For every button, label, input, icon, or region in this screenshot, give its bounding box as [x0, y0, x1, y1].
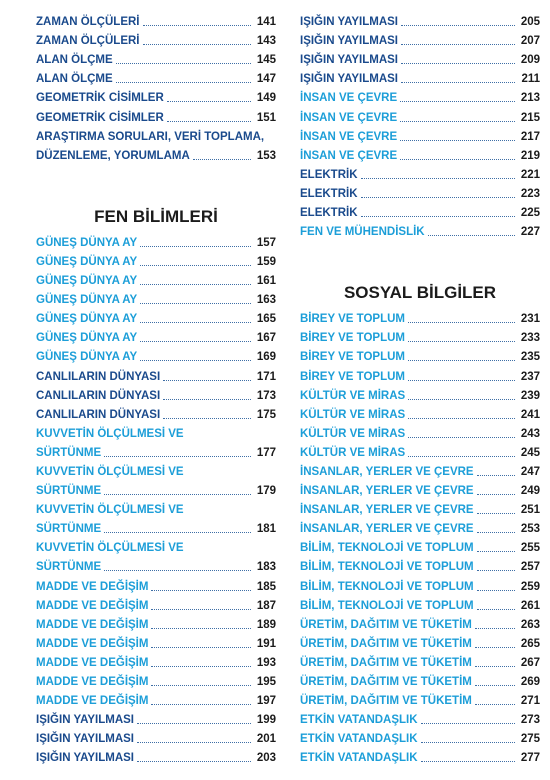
toc-entry-title: İNSAN VE ÇEVRE	[300, 92, 398, 105]
toc-page-number: 205	[520, 16, 540, 29]
dot-leader	[408, 456, 515, 457]
toc-entry-title: İNSANLAR, YERLER VE ÇEVRE	[300, 504, 474, 517]
toc-entry-title: MADDE VE DEĞİŞİM	[36, 656, 149, 669]
dot-leader	[140, 341, 251, 342]
toc-page-number: 273	[520, 714, 540, 727]
dot-leader	[140, 303, 251, 304]
toc-entry[interactable]	[36, 345, 276, 364]
toc-page-number: 261	[520, 599, 540, 612]
toc-page-number: 193	[256, 656, 276, 669]
fen-entries	[36, 231, 276, 766]
toc-entry[interactable]	[36, 105, 276, 124]
dot-leader	[421, 761, 515, 762]
toc-entry-title: ELEKTRİK	[300, 168, 358, 181]
toc-page-number: 249	[520, 485, 540, 498]
toc-entry-title: ÜRETİM, DAĞITIM VE TÜKETİM	[300, 618, 472, 631]
dot-leader	[401, 63, 515, 64]
dot-leader	[477, 494, 515, 495]
toc-page-number: 181	[256, 523, 276, 536]
toc-entry-title: GÜNEŞ DÜNYA AY	[36, 313, 138, 326]
toc-entry[interactable]	[300, 727, 540, 746]
toc-entry[interactable]	[300, 67, 540, 86]
toc-entry-title: IŞIĞIN YAYILMASI	[36, 733, 134, 746]
toc-entry[interactable]	[300, 536, 540, 555]
toc-page-number: 253	[520, 523, 540, 536]
toc-page-number: 219	[520, 149, 540, 162]
toc-entry[interactable]	[36, 231, 276, 250]
dot-leader	[401, 82, 515, 83]
toc-entry[interactable]	[36, 594, 276, 613]
toc-entry-title: MADDE VE DEĞİŞİM	[36, 695, 149, 708]
toc-entry[interactable]	[300, 29, 540, 48]
toc-entry[interactable]	[300, 144, 540, 163]
toc-entry-title: BİLİM, TEKNOLOJİ VE TOPLUM	[300, 542, 474, 555]
toc-entry[interactable]	[36, 403, 276, 422]
dot-leader	[475, 628, 515, 629]
toc-entry-title: GEOMETRİK CİSİMLER	[36, 92, 164, 105]
toc-entry[interactable]	[300, 498, 540, 517]
toc-entry[interactable]	[36, 125, 276, 163]
fen-entries-continued	[300, 10, 540, 239]
toc-page-number: 211	[521, 73, 540, 86]
toc-page-number: 159	[256, 255, 276, 268]
toc-page-number: 149	[256, 92, 276, 105]
toc-page-number: 275	[520, 733, 540, 746]
toc-entry[interactable]	[300, 632, 540, 651]
toc-entry[interactable]	[36, 326, 276, 345]
toc-entry-title-line1: KUVVETİN ÖLÇÜLMESİ VE	[36, 427, 184, 440]
toc-entry[interactable]	[36, 670, 276, 689]
toc-entry-title-line1: KUVVETİN ÖLÇÜLMESİ VE	[36, 465, 184, 478]
section-title-sosyal: SOSYAL BİLGİLER	[343, 283, 497, 303]
toc-entry[interactable]	[300, 48, 540, 67]
toc-entry[interactable]	[36, 460, 276, 498]
toc-entry[interactable]	[300, 307, 540, 326]
dot-leader	[167, 101, 251, 102]
toc-entry[interactable]	[300, 105, 540, 124]
toc-entry[interactable]	[36, 364, 276, 383]
section-gap	[36, 163, 276, 196]
toc-entry[interactable]	[36, 10, 276, 29]
toc-entry[interactable]	[300, 746, 540, 765]
toc-entry[interactable]	[36, 422, 276, 460]
toc-entry-title: IŞIĞIN YAYILMASI	[300, 54, 398, 67]
toc-entry-title: ÜRETİM, DAĞITIM VE TÜKETİM	[300, 656, 472, 669]
toc-entry-title: İNSANLAR, YERLER VE ÇEVRE	[300, 465, 474, 478]
toc-page-number: 227	[520, 226, 540, 239]
toc-entry-title: MADDE VE DEĞİŞİM	[36, 599, 149, 612]
toc-page-number: 185	[256, 580, 276, 593]
sosyal-entries	[300, 307, 540, 765]
toc-entry[interactable]	[300, 460, 540, 479]
toc-entry-title: KÜLTÜR VE MİRAS	[300, 408, 406, 421]
toc-page-number: 215	[520, 111, 540, 124]
dot-leader	[400, 159, 515, 160]
toc-entry[interactable]	[300, 163, 540, 182]
toc-entry[interactable]	[36, 29, 276, 48]
toc-entry-title: İNSANLAR, YERLER VE ÇEVRE	[300, 523, 474, 536]
dot-leader	[400, 140, 515, 141]
toc-entry-title: ÜRETİM, DAĞITIM VE TÜKETİM	[300, 695, 472, 708]
toc-entry[interactable]	[300, 384, 540, 403]
toc-entry-title: CANLILARIN DÜNYASI	[36, 389, 161, 402]
toc-entry-title-line2: DÜZENLEME, YORUMLAMA	[36, 149, 190, 162]
toc-page-number: 161	[256, 275, 276, 288]
toc-page-number: 175	[256, 408, 276, 421]
toc-page-number: 237	[520, 370, 540, 383]
toc-entry-title: KÜLTÜR VE MİRAS	[300, 427, 406, 440]
toc-page-number: 251	[520, 504, 540, 517]
dot-leader	[151, 628, 251, 629]
toc-entry[interactable]	[300, 422, 540, 441]
dot-leader	[143, 25, 252, 26]
dot-leader	[421, 723, 515, 724]
toc-page-number: 197	[256, 695, 276, 708]
toc-entry-title: GÜNEŞ DÜNYA AY	[36, 275, 138, 288]
dot-leader	[151, 647, 251, 648]
toc-page-number: 207	[520, 35, 540, 48]
toc-page-number: 257	[520, 561, 540, 574]
toc-entry[interactable]	[36, 250, 276, 269]
toc-entry-title: KÜLTÜR VE MİRAS	[300, 389, 406, 402]
toc-left-column	[36, 10, 276, 765]
toc-entry[interactable]	[36, 86, 276, 105]
toc-entry[interactable]	[300, 594, 540, 613]
dot-leader	[408, 360, 515, 361]
dot-leader	[361, 197, 516, 198]
dot-leader	[361, 216, 516, 217]
dot-leader	[104, 456, 251, 457]
toc-entry-title: IŞIĞIN YAYILMASI	[36, 714, 134, 727]
toc-page-number: 213	[520, 92, 540, 105]
dot-leader	[163, 418, 251, 419]
dot-leader	[116, 82, 251, 83]
toc-page-number: 247	[520, 465, 540, 478]
dot-leader	[163, 399, 251, 400]
dot-leader	[104, 532, 251, 533]
toc-entry[interactable]	[300, 574, 540, 593]
dot-leader	[408, 437, 515, 438]
toc-entry[interactable]	[300, 86, 540, 105]
toc-page-number: 269	[520, 676, 540, 688]
dot-leader	[151, 590, 251, 591]
toc-page-number: 277	[520, 752, 540, 765]
toc-entry[interactable]	[300, 10, 540, 29]
dot-leader	[361, 178, 516, 179]
toc-page-number: 231	[520, 313, 540, 326]
toc-entry[interactable]	[300, 479, 540, 498]
dot-leader	[475, 666, 515, 667]
toc-entry-title: ELEKTRİK	[300, 207, 358, 220]
toc-entry-title: IŞIĞIN YAYILMASI	[36, 752, 134, 765]
toc-entry[interactable]	[300, 201, 540, 220]
toc-entry-title: GÜNEŞ DÜNYA AY	[36, 351, 138, 364]
toc-entry-title: GÜNEŞ DÜNYA AY	[36, 236, 138, 249]
toc-entry[interactable]	[36, 746, 276, 765]
toc-entry-title: ALAN ÖLÇME	[36, 54, 113, 67]
toc-entry-title: CANLILARIN DÜNYASI	[36, 370, 161, 383]
dot-leader	[408, 322, 515, 323]
dot-leader	[477, 609, 515, 610]
toc-entry[interactable]	[36, 288, 276, 307]
toc-entry-title: MADDE VE DEĞİŞİM	[36, 676, 149, 688]
toc-entry[interactable]	[36, 613, 276, 632]
toc-entry-title: FEN VE MÜHENDİSLİK	[300, 226, 425, 239]
toc-page-number: 157	[256, 236, 276, 249]
dot-leader	[104, 570, 251, 571]
dot-leader	[428, 235, 515, 236]
toc-entry[interactable]	[300, 670, 540, 689]
toc-entry[interactable]	[36, 269, 276, 288]
toc-page-number: 201	[256, 733, 276, 746]
toc-page-number: 221	[520, 168, 540, 181]
toc-page-number: 163	[256, 294, 276, 307]
toc-entry-title: MADDE VE DEĞİŞİM	[36, 580, 149, 593]
toc-page-number: 173	[256, 389, 276, 402]
dot-leader	[477, 551, 515, 552]
toc-entry[interactable]	[300, 613, 540, 632]
dot-leader	[151, 685, 251, 686]
toc-entry-title: ÜRETİM, DAĞITIM VE TÜKETİM	[300, 676, 472, 688]
toc-entry-title-line2: SÜRTÜNME	[36, 523, 102, 536]
toc-page-number: 217	[520, 130, 540, 143]
section-gap	[300, 239, 540, 272]
toc-page-number: 153	[256, 149, 276, 162]
toc-entry[interactable]	[300, 182, 540, 201]
toc-entry-title: İNSAN VE ÇEVRE	[300, 130, 398, 143]
toc-entry-title: ETKİN VATANDAŞLIK	[300, 733, 418, 746]
toc-entry-title: BİLİM, TEKNOLOJİ VE TOPLUM	[300, 580, 474, 593]
toc-entry-title: ETKİN VATANDAŞLIK	[300, 752, 418, 765]
dot-leader	[137, 761, 251, 762]
toc-entry-title: İNSAN VE ÇEVRE	[300, 149, 398, 162]
toc-entry-title: ETKİN VATANDAŞLIK	[300, 714, 418, 727]
dot-leader	[193, 159, 251, 160]
toc-page-number: 263	[520, 618, 540, 631]
toc-page-number: 209	[520, 54, 540, 67]
toc-page-number: 195	[256, 676, 276, 688]
dot-leader	[140, 246, 251, 247]
toc-entry-title: KÜLTÜR VE MİRAS	[300, 446, 406, 459]
toc-entry[interactable]	[36, 48, 276, 67]
dot-leader	[137, 723, 251, 724]
toc-entry[interactable]	[300, 220, 540, 239]
toc-page-number: 169	[256, 351, 276, 364]
dot-leader	[140, 284, 251, 285]
toc-entry-title: CANLILARIN DÜNYASI	[36, 408, 161, 421]
toc-entry-title-line1: KUVVETİN ÖLÇÜLMESİ VE	[36, 504, 184, 517]
dot-leader	[477, 570, 515, 571]
toc-page-number: 259	[520, 580, 540, 593]
toc-entry-title-line2: SÜRTÜNME	[36, 561, 102, 574]
dot-leader	[477, 513, 515, 514]
toc-entry[interactable]	[36, 574, 276, 593]
dot-leader	[151, 666, 251, 667]
toc-page-number: 199	[256, 714, 276, 727]
toc-page-number: 141	[256, 16, 276, 29]
toc-entry[interactable]	[36, 536, 276, 574]
section-title-fen: FEN BİLİMLERİ	[94, 206, 218, 226]
dot-leader	[477, 532, 515, 533]
dot-leader	[401, 25, 515, 26]
toc-entry-title: GÜNEŞ DÜNYA AY	[36, 255, 138, 268]
toc-page-number: 233	[520, 332, 540, 345]
toc-entry-title-line2: SÜRTÜNME	[36, 446, 102, 459]
toc-page-number: 167	[256, 332, 276, 345]
toc-page-number: 241	[520, 408, 540, 421]
toc-entry-title: BİLİM, TEKNOLOJİ VE TOPLUM	[300, 561, 474, 574]
toc-page-number: 151	[256, 111, 276, 124]
toc-entry-title: BİREY VE TOPLUM	[300, 370, 406, 383]
toc-entry-title: ZAMAN ÖLÇÜLERİ	[36, 35, 140, 48]
toc-page-number: 165	[256, 313, 276, 326]
toc-entry[interactable]	[300, 125, 540, 144]
toc-entry[interactable]	[300, 517, 540, 536]
toc-page-number: 265	[520, 637, 540, 650]
toc-entry-title: GEOMETRİK CİSİMLER	[36, 111, 164, 124]
dot-leader	[400, 101, 515, 102]
dot-leader	[401, 44, 515, 45]
toc-entry-title: İNSANLAR, YERLER VE ÇEVRE	[300, 485, 474, 498]
dot-leader	[163, 380, 251, 381]
toc-page-number: 171	[256, 370, 276, 383]
toc-entry-title: ELEKTRİK	[300, 187, 358, 200]
toc-entry[interactable]	[36, 651, 276, 670]
toc-page-number: 179	[256, 485, 276, 498]
toc-page-number: 243	[520, 427, 540, 440]
dot-leader	[421, 742, 515, 743]
toc-entry-title: BİREY VE TOPLUM	[300, 351, 406, 364]
toc-entry[interactable]	[36, 689, 276, 708]
toc-page-number: 147	[256, 73, 276, 86]
toc-entry-title: IŞIĞIN YAYILMASI	[300, 35, 398, 48]
toc-entry[interactable]	[36, 498, 276, 536]
toc-entry-title: BİLİM, TEKNOLOJİ VE TOPLUM	[300, 599, 474, 612]
toc-entry-title: İNSAN VE ÇEVRE	[300, 111, 398, 124]
dot-leader	[475, 647, 515, 648]
toc-page-number: 235	[520, 351, 540, 364]
toc-entry-title: GÜNEŞ DÜNYA AY	[36, 294, 138, 307]
dot-leader	[151, 704, 251, 705]
dot-leader	[140, 322, 251, 323]
toc-right-column	[300, 10, 540, 765]
dot-leader	[151, 609, 251, 610]
toc-entry[interactable]	[36, 708, 276, 727]
toc-entry[interactable]	[36, 384, 276, 403]
toc-entry-title: ZAMAN ÖLÇÜLERİ	[36, 16, 140, 29]
toc-entry-title: IŞIĞIN YAYILMASI	[300, 73, 398, 86]
dot-leader	[408, 399, 515, 400]
toc-page-number: 177	[256, 446, 276, 459]
toc-entry[interactable]	[300, 689, 540, 708]
toc-page-number: 271	[520, 695, 540, 708]
toc-entry[interactable]	[300, 555, 540, 574]
dot-leader	[475, 685, 515, 686]
toc-page-number: 245	[520, 446, 540, 459]
toc-entry-title-line2: SÜRTÜNME	[36, 485, 102, 498]
dot-leader	[475, 704, 515, 705]
toc-page-number: 267	[520, 656, 540, 669]
toc-entry-title: ALAN ÖLÇME	[36, 73, 113, 86]
dot-leader	[137, 742, 251, 743]
dot-leader	[408, 380, 515, 381]
toc-entry[interactable]	[300, 441, 540, 460]
toc-entry[interactable]	[36, 727, 276, 746]
dot-leader	[140, 360, 251, 361]
toc-entry[interactable]	[300, 708, 540, 727]
dot-leader	[116, 63, 251, 64]
toc-entry[interactable]	[300, 651, 540, 670]
dot-leader	[400, 121, 515, 122]
toc-entry-title: BİREY VE TOPLUM	[300, 332, 406, 345]
toc-entry[interactable]	[300, 326, 540, 345]
dot-leader	[140, 265, 251, 266]
math-entries	[36, 10, 276, 163]
dot-leader	[408, 341, 515, 342]
toc-entry-title: ÜRETİM, DAĞITIM VE TÜKETİM	[300, 637, 472, 650]
toc-page-number: 203	[256, 752, 276, 765]
toc-page-number: 143	[256, 35, 276, 48]
toc-page-number: 239	[520, 389, 540, 402]
dot-leader	[477, 475, 515, 476]
toc-page-number: 145	[256, 54, 276, 67]
toc-page-number: 189	[256, 618, 276, 631]
toc-entry-title-line1: ARAŞTIRMA SORULARI, VERİ TOPLAMA,	[36, 130, 265, 143]
toc-entry[interactable]	[300, 345, 540, 364]
toc-entry[interactable]	[36, 632, 276, 651]
toc-entry[interactable]	[300, 403, 540, 422]
toc-page-number: 187	[256, 599, 276, 612]
toc-entry[interactable]	[36, 67, 276, 86]
toc-page-number: 183	[256, 561, 276, 574]
toc-entry[interactable]	[36, 307, 276, 326]
toc-entry-title: MADDE VE DEĞİŞİM	[36, 637, 149, 650]
toc-entry-title-line1: KUVVETİN ÖLÇÜLMESİ VE	[36, 542, 184, 555]
toc-page-number: 225	[520, 207, 540, 220]
dot-leader	[143, 44, 252, 45]
toc-entry-title: IŞIĞIN YAYILMASI	[300, 16, 398, 29]
toc-page-number: 191	[256, 637, 276, 650]
dot-leader	[477, 590, 515, 591]
toc-entry[interactable]	[300, 364, 540, 383]
dot-leader	[408, 418, 515, 419]
toc-entry-title: BİREY VE TOPLUM	[300, 313, 406, 326]
dot-leader	[167, 121, 251, 122]
toc-entry-title: GÜNEŞ DÜNYA AY	[36, 332, 138, 345]
toc-page-number: 255	[520, 542, 540, 555]
toc-entry-title: MADDE VE DEĞİŞİM	[36, 618, 149, 631]
toc-page-number: 223	[520, 187, 540, 200]
dot-leader	[104, 494, 251, 495]
